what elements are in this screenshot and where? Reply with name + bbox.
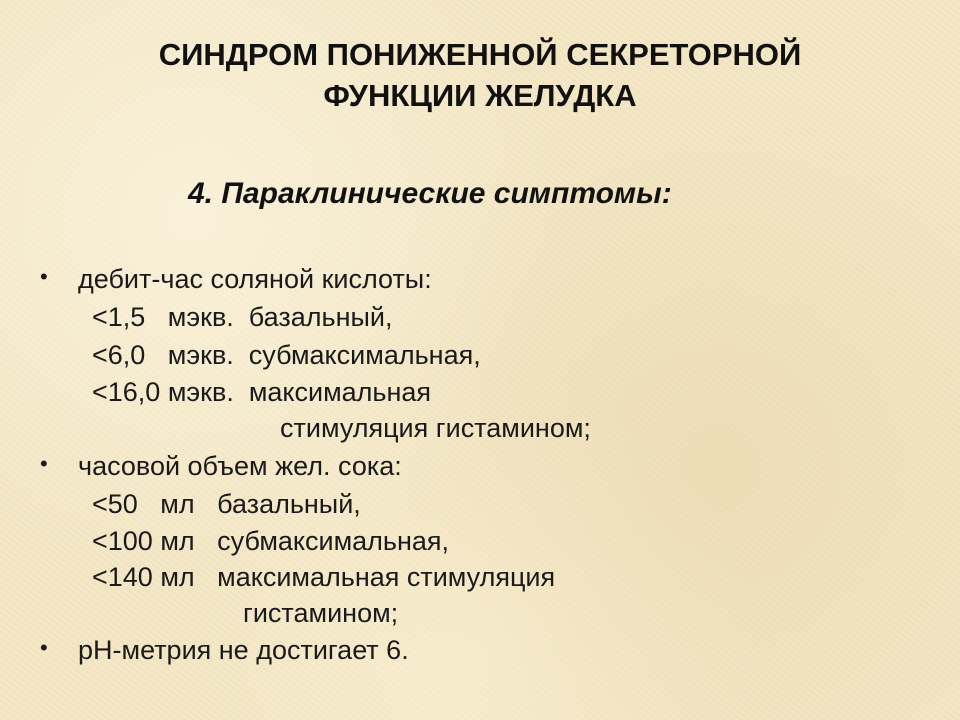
slide-title-line-1: СИНДРОМ ПОНИЖЕННОЙ СЕКРЕТОРНОЙ [158,37,802,72]
slide-subtitle: 4. Параклинические симптомы: [188,177,672,210]
list-item-heading-gastric-volume: часовой объем жел. сока: [78,451,402,481]
list-item-line: <16,0 мэкв. максимальная [92,377,432,407]
list-item-line: гистамином; [243,598,399,628]
list-item-line: <1,5 мэкв. базальный, [92,302,393,332]
bullet-marker: • [40,264,48,289]
list-item-line: стимуляция гистамином; [280,413,591,443]
list-item-line: <50 мл базальный, [92,489,361,519]
slide-title-line-2: ФУНКЦИИ ЖЕЛУДКА [323,78,637,113]
list-item-line: <100 мл субмаксимальная, [92,526,450,556]
bullet-marker: • [40,635,48,660]
list-item-line: <6,0 мэкв. субмаксимальная, [92,340,481,370]
list-item-heading-hcl-debit: дебит-час соляной кислоты: [78,264,432,294]
list-item-heading-ph-metry: рН-метрия не достигает 6. [78,635,409,665]
list-item-line: <140 мл максимальная стимуляция [92,562,556,592]
bullet-marker: • [40,451,48,476]
